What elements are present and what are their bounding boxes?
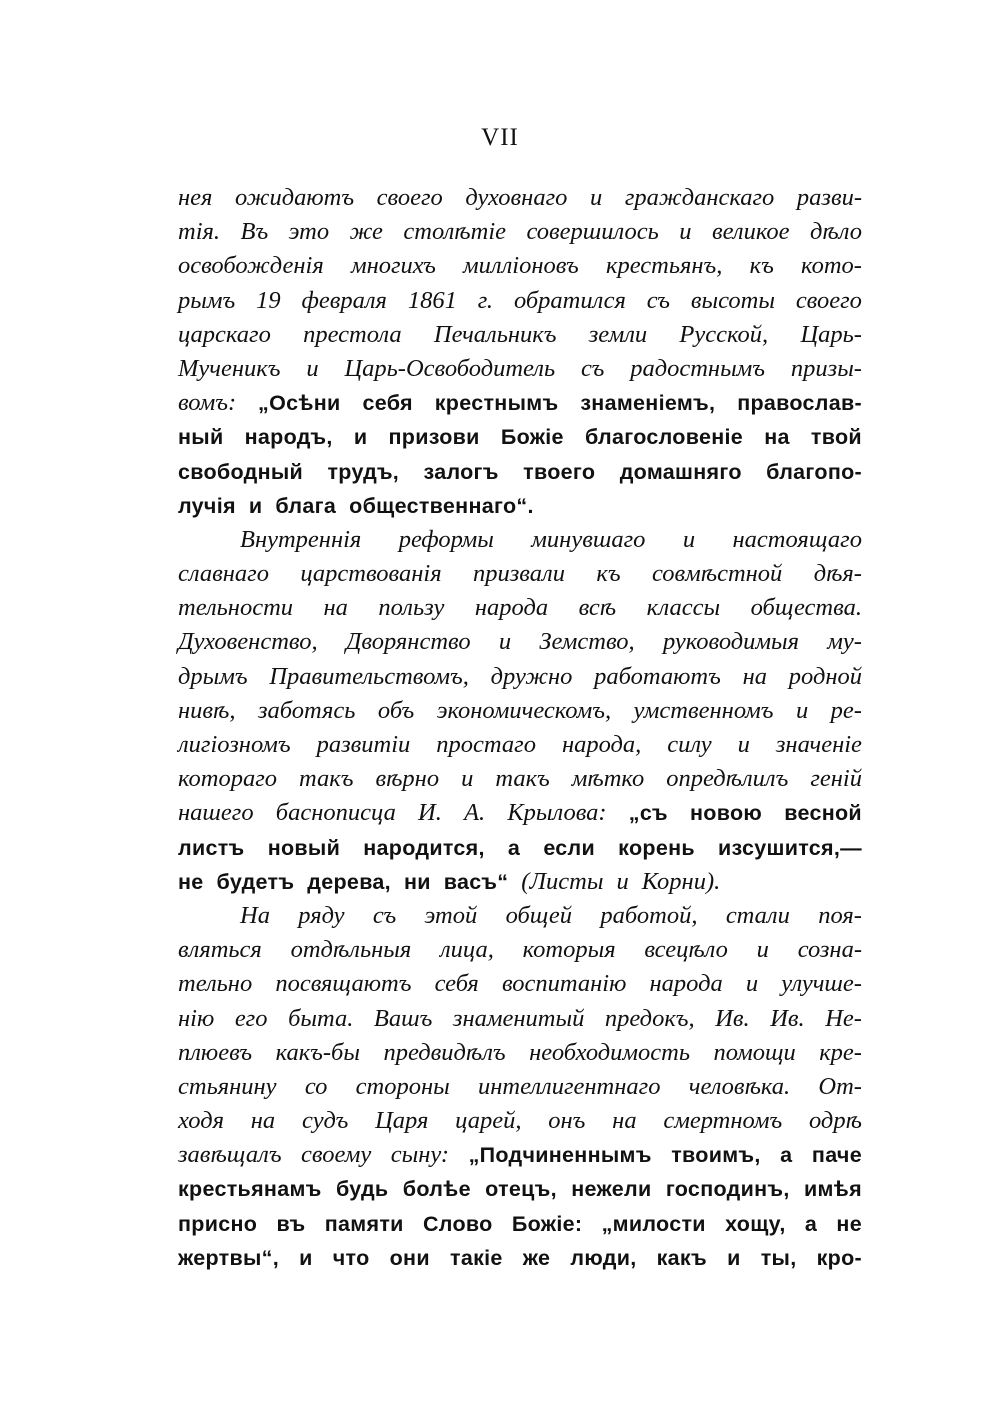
word: силу bbox=[667, 731, 712, 758]
word: такіе bbox=[449, 1245, 503, 1270]
text-line bbox=[178, 1104, 862, 1138]
word: твоего bbox=[523, 459, 596, 484]
word: необходимость bbox=[529, 1038, 691, 1066]
word: духовнаго bbox=[465, 184, 568, 211]
word: васъ“ bbox=[443, 869, 509, 894]
text-line bbox=[178, 249, 862, 283]
word: такъ bbox=[495, 765, 550, 793]
word: судъ bbox=[301, 1107, 349, 1135]
word: на bbox=[323, 594, 348, 622]
word: завѣщалъ bbox=[178, 1141, 282, 1169]
word: благопо- bbox=[766, 459, 862, 484]
word: отдѣльныя bbox=[290, 936, 412, 964]
text-line bbox=[178, 420, 862, 454]
text-line bbox=[178, 728, 862, 762]
text-line bbox=[178, 1070, 862, 1104]
word: и bbox=[248, 493, 263, 518]
word: Русской, bbox=[679, 320, 769, 348]
word: развитіи bbox=[316, 731, 411, 758]
word: призы- bbox=[790, 354, 862, 382]
word: народится, bbox=[363, 835, 485, 860]
word: памяти bbox=[324, 1211, 404, 1236]
word: съ bbox=[372, 901, 397, 929]
word: и bbox=[589, 184, 603, 211]
word: призвали bbox=[473, 560, 565, 588]
text-line bbox=[178, 489, 862, 523]
word: благословеніе bbox=[584, 425, 744, 450]
word: ни bbox=[403, 869, 431, 894]
word: руководимыя bbox=[662, 628, 800, 656]
body-text bbox=[178, 181, 862, 1275]
word: твой bbox=[810, 425, 862, 450]
word: и bbox=[353, 425, 368, 450]
word: онъ bbox=[548, 1107, 586, 1135]
word: имѣя bbox=[803, 1177, 862, 1202]
word: не bbox=[178, 869, 204, 894]
text-line bbox=[178, 762, 862, 796]
word: на bbox=[612, 1107, 637, 1135]
word: тія. bbox=[178, 218, 221, 246]
word: Корни). bbox=[641, 867, 721, 895]
word: стороны bbox=[355, 1072, 450, 1100]
word: и bbox=[682, 525, 696, 553]
word: земли bbox=[588, 320, 648, 348]
word: столѣтіе bbox=[403, 218, 507, 246]
word: плюевъ bbox=[178, 1038, 253, 1066]
word: блага bbox=[275, 493, 337, 518]
word: весной bbox=[784, 801, 862, 826]
word: тельности bbox=[178, 594, 294, 622]
text-line bbox=[178, 455, 862, 489]
word: одрѣ bbox=[809, 1107, 862, 1135]
word: ре- bbox=[830, 696, 862, 724]
word: поя- bbox=[818, 901, 862, 929]
word: Земство, bbox=[539, 628, 635, 656]
word: минувшаго bbox=[531, 525, 646, 553]
word: объ bbox=[377, 696, 415, 724]
word: сыну: bbox=[390, 1141, 450, 1169]
text-line bbox=[178, 933, 862, 967]
text-line bbox=[178, 386, 862, 420]
word: 19 bbox=[256, 286, 281, 314]
word: съ bbox=[646, 286, 671, 314]
word: работой, bbox=[600, 901, 698, 929]
word: „Подчиненнымъ bbox=[468, 1143, 652, 1168]
word: геній bbox=[810, 765, 862, 793]
word: крестнымъ bbox=[434, 391, 559, 416]
word: знаменитый bbox=[452, 1004, 585, 1032]
word: Мученикъ bbox=[178, 354, 281, 382]
word: стьянину bbox=[178, 1072, 277, 1100]
word: Крылова: bbox=[507, 799, 607, 827]
word: и bbox=[745, 970, 759, 998]
word: Ив. bbox=[715, 1004, 750, 1032]
word: отецъ, bbox=[485, 1177, 557, 1202]
text-line bbox=[178, 557, 862, 591]
word: гражданскаго bbox=[624, 184, 775, 211]
word: мѣтко bbox=[571, 765, 645, 793]
word: себя bbox=[434, 970, 479, 998]
word: Не- bbox=[825, 1004, 862, 1032]
word: его bbox=[234, 1004, 268, 1032]
word: кото- bbox=[801, 252, 862, 280]
word: листъ bbox=[178, 835, 245, 860]
word: изсушится,— bbox=[718, 835, 862, 860]
word: кре- bbox=[819, 1038, 862, 1066]
word: свободный bbox=[178, 459, 304, 484]
word: призови bbox=[388, 425, 480, 450]
word: радостнымъ bbox=[630, 354, 766, 382]
word: своему bbox=[301, 1141, 372, 1169]
word: нію bbox=[178, 1004, 215, 1032]
word: рымъ bbox=[178, 286, 236, 314]
word: классы bbox=[646, 594, 721, 622]
word: настоящаго bbox=[732, 525, 862, 553]
word: православ- bbox=[737, 391, 862, 416]
word: Царя bbox=[375, 1107, 429, 1135]
word: а bbox=[507, 835, 521, 860]
word: значеніе bbox=[775, 731, 862, 758]
word: Божіе bbox=[500, 425, 564, 450]
word: простаго bbox=[436, 731, 536, 758]
word: а bbox=[780, 1143, 793, 1168]
text-line bbox=[178, 318, 862, 352]
text-line bbox=[178, 1207, 862, 1241]
word: (Листы bbox=[521, 867, 604, 895]
word: царскаго bbox=[178, 320, 271, 348]
word: „Осѣни bbox=[258, 391, 341, 416]
word: трудъ, bbox=[327, 459, 400, 484]
word: престола bbox=[303, 320, 402, 348]
word: На bbox=[240, 901, 270, 929]
word: многихъ bbox=[350, 252, 436, 280]
word: знаменіемъ, bbox=[580, 391, 716, 416]
word: родной bbox=[788, 662, 862, 690]
word: умственномъ bbox=[633, 696, 774, 724]
word: стали bbox=[725, 901, 790, 929]
word: народа bbox=[649, 970, 723, 998]
word: предвидѣлъ bbox=[383, 1038, 506, 1066]
word: разви- bbox=[796, 184, 862, 211]
text-line bbox=[178, 831, 862, 865]
word: интеллигентнаго bbox=[477, 1072, 661, 1100]
word: и bbox=[756, 936, 769, 964]
word: на bbox=[250, 1107, 276, 1135]
word: дрымъ bbox=[178, 662, 248, 690]
word: на bbox=[742, 662, 768, 690]
word: быта. bbox=[288, 1004, 354, 1032]
word: Царь-Освободитель bbox=[344, 354, 556, 382]
word: и bbox=[299, 1245, 313, 1270]
word: баснописца bbox=[275, 799, 396, 827]
word: предокъ, bbox=[604, 1004, 695, 1032]
word: Ив. bbox=[770, 1004, 805, 1032]
word: Царь- bbox=[800, 320, 862, 348]
word: И. bbox=[418, 799, 442, 827]
word: народа bbox=[474, 594, 549, 622]
text-line bbox=[178, 694, 862, 728]
word: со bbox=[304, 1072, 328, 1100]
word: народъ, bbox=[244, 425, 333, 450]
word: господинъ, bbox=[665, 1177, 790, 1202]
word: воспитанію bbox=[501, 970, 627, 998]
word: какъ bbox=[656, 1245, 707, 1270]
word: всецѣло bbox=[644, 936, 728, 964]
word: себя bbox=[362, 391, 413, 416]
word: своего bbox=[376, 184, 443, 211]
word: царей, bbox=[455, 1107, 522, 1135]
word: своего bbox=[795, 286, 862, 314]
word: кро- bbox=[816, 1245, 862, 1270]
word: съ bbox=[581, 354, 605, 382]
word: общей bbox=[505, 901, 573, 929]
word: дѣя- bbox=[813, 560, 862, 588]
word: нея bbox=[178, 184, 213, 211]
word: такъ bbox=[299, 765, 354, 793]
word: жертвы“, bbox=[178, 1245, 279, 1270]
word: ный bbox=[178, 425, 224, 450]
word: дѣло bbox=[809, 218, 862, 246]
word: ты, bbox=[760, 1245, 797, 1270]
word: къ bbox=[596, 560, 621, 588]
text-line bbox=[178, 660, 862, 694]
word: крестьянамъ bbox=[178, 1177, 322, 1202]
word: какъ-бы bbox=[275, 1038, 360, 1066]
word: нежели bbox=[571, 1177, 652, 1202]
text-line bbox=[178, 865, 862, 899]
word: на bbox=[764, 425, 790, 450]
word: будь bbox=[335, 1177, 389, 1202]
word: му- bbox=[827, 628, 862, 656]
word: обратился bbox=[513, 286, 626, 314]
text-line bbox=[178, 284, 862, 318]
word: общества. bbox=[750, 594, 862, 622]
word: пользу bbox=[378, 594, 445, 622]
word: что bbox=[332, 1245, 370, 1270]
word: и bbox=[461, 765, 474, 793]
word: народа, bbox=[561, 731, 642, 758]
text-line bbox=[178, 796, 862, 830]
word: Печальникъ bbox=[433, 320, 557, 348]
word: тельно bbox=[178, 970, 253, 998]
text-line bbox=[178, 181, 862, 215]
word: люди, bbox=[570, 1245, 637, 1270]
word: а bbox=[804, 1211, 818, 1236]
word: улучше- bbox=[781, 970, 862, 998]
text-line bbox=[178, 523, 862, 557]
word: смертномъ bbox=[663, 1107, 783, 1135]
word: нашего bbox=[178, 799, 254, 827]
word: февраля bbox=[301, 286, 387, 314]
word: новый bbox=[267, 835, 341, 860]
word: „милости bbox=[601, 1211, 706, 1236]
word: дерева, bbox=[307, 869, 391, 894]
word: и bbox=[737, 731, 750, 758]
page-number: VII bbox=[481, 124, 519, 151]
word: дружно bbox=[490, 662, 573, 690]
word: А. bbox=[464, 799, 486, 827]
word: корень bbox=[618, 835, 695, 860]
word: болѣе bbox=[402, 1177, 471, 1202]
word: „съ bbox=[628, 801, 668, 826]
word: и bbox=[795, 696, 809, 724]
word: ожидаютъ bbox=[235, 184, 355, 211]
word: къ bbox=[749, 252, 774, 280]
word: они bbox=[389, 1245, 430, 1270]
word: посвящаютъ bbox=[275, 970, 412, 998]
text-line bbox=[178, 1138, 862, 1172]
word: присно bbox=[178, 1211, 258, 1236]
word: и bbox=[306, 354, 319, 382]
word: Правительствомъ, bbox=[269, 662, 469, 690]
word: заботясь bbox=[257, 696, 356, 724]
word: нивѣ, bbox=[178, 696, 236, 724]
word: которыя bbox=[522, 936, 616, 964]
word: твоимъ, bbox=[671, 1143, 761, 1168]
word: же bbox=[349, 218, 383, 246]
word: славнаго bbox=[178, 560, 269, 588]
word: лучія bbox=[178, 493, 236, 518]
text-line bbox=[178, 1241, 862, 1275]
word: совершилось bbox=[526, 218, 659, 246]
word: Въ bbox=[240, 218, 269, 246]
text-line bbox=[178, 899, 862, 933]
word: реформы bbox=[398, 525, 494, 553]
word: помощи bbox=[713, 1038, 796, 1066]
word: и bbox=[679, 218, 692, 246]
word: совмѣстной bbox=[651, 560, 783, 588]
word: ряду bbox=[298, 901, 345, 929]
text-line bbox=[178, 967, 862, 1001]
word: и bbox=[616, 867, 629, 895]
word: хощу, bbox=[725, 1211, 786, 1236]
text-line bbox=[178, 1002, 862, 1036]
word: лица, bbox=[440, 936, 494, 964]
word: и bbox=[498, 628, 512, 656]
word: паче bbox=[811, 1143, 862, 1168]
word: не bbox=[836, 1211, 862, 1236]
word: въ bbox=[276, 1211, 306, 1236]
word: 1861 bbox=[407, 286, 457, 314]
text-line bbox=[178, 215, 862, 249]
word: созна- bbox=[797, 936, 862, 964]
word: человѣка. bbox=[688, 1072, 791, 1100]
word: вляться bbox=[178, 936, 262, 964]
word: экономическомъ, bbox=[436, 696, 612, 724]
word: опредѣлилъ bbox=[666, 765, 789, 793]
text-line bbox=[178, 1036, 862, 1070]
word: вомъ: bbox=[178, 389, 237, 417]
word: новою bbox=[690, 801, 763, 826]
word: Духовенство, bbox=[178, 628, 318, 656]
word: лигіозномъ bbox=[178, 731, 291, 758]
word: великое bbox=[712, 218, 790, 246]
word: высоты bbox=[690, 286, 775, 314]
word: этой bbox=[424, 901, 478, 929]
word: освобожденія bbox=[178, 252, 324, 280]
word: царствованія bbox=[300, 560, 442, 588]
word: будетъ bbox=[216, 869, 295, 894]
word: г. bbox=[477, 286, 494, 314]
word: От- bbox=[818, 1072, 862, 1100]
word: же bbox=[522, 1245, 551, 1270]
word: работаютъ bbox=[594, 662, 721, 690]
text-line bbox=[178, 352, 862, 386]
word: милліоновъ bbox=[463, 252, 579, 280]
word: Слово bbox=[422, 1211, 493, 1236]
word: Дворянство bbox=[345, 628, 471, 656]
word: общественнаго“. bbox=[349, 493, 534, 518]
word: Божіе: bbox=[511, 1211, 583, 1236]
text-line bbox=[178, 625, 862, 659]
text-line bbox=[178, 591, 862, 625]
word: Внутреннія bbox=[240, 525, 362, 553]
word: залогъ bbox=[423, 459, 499, 484]
text-line bbox=[178, 1172, 862, 1206]
word: домашняго bbox=[619, 459, 742, 484]
word: Вашъ bbox=[373, 1004, 433, 1032]
word: крестьянъ, bbox=[606, 252, 723, 280]
word: вѣрно bbox=[375, 765, 440, 793]
word: ходя bbox=[178, 1107, 224, 1135]
word: всѣ bbox=[578, 594, 617, 622]
word: если bbox=[543, 835, 596, 860]
word: и bbox=[727, 1245, 741, 1270]
word: котораго bbox=[178, 765, 278, 793]
word: это bbox=[288, 218, 330, 246]
